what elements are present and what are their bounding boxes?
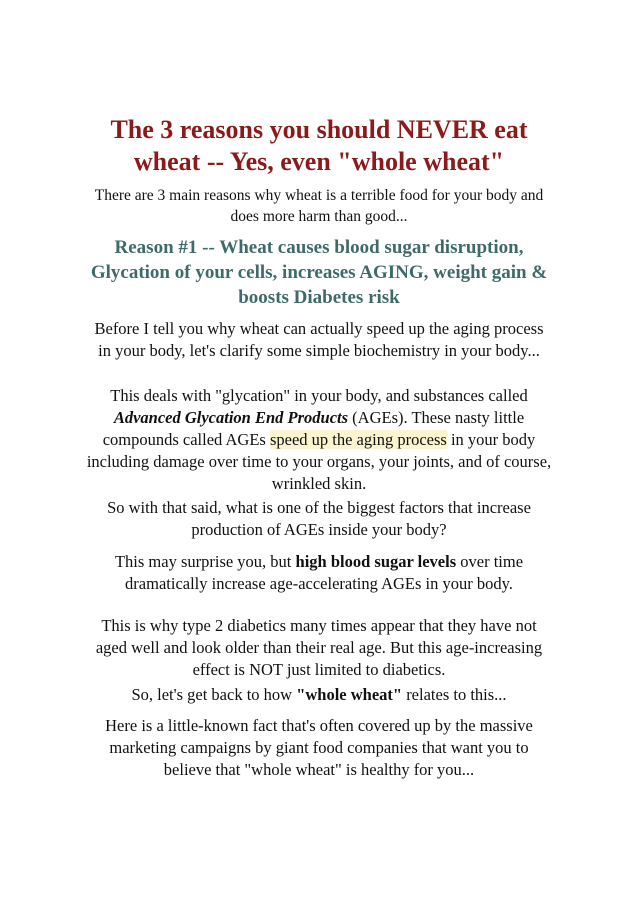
ages-term: Advanced Glycation End Products	[113, 408, 349, 427]
paragraph-little-known-fact: Here is a little-known fact that's often covered up by the massive marketing campaigns by giant food companies that want you to believe that "whole wheat" is healthy for you...	[105, 716, 533, 779]
reason-1-heading: Reason #1 -- Wheat causes blood sugar disruption, Glycation of your cells, increases AGING, weight gain & boosts Diabetes risk	[90, 237, 548, 308]
paragraph-question: So with that said, what is one of the biggest factors that increase production of AGEs inside your body?	[107, 498, 531, 539]
glycation-text-e: in your body including damage over time to your organs, your joints, and of course, wrinkled skin.	[86, 430, 552, 493]
aging-highlight-link[interactable]: speed up the aging process	[269, 430, 447, 449]
paragraph-diabetics: This is why type 2 diabetics many times appear that they have not aged well and look older than their real age. But this age-increasing effect is NOT just limited to diabetics.	[95, 616, 543, 679]
paragraph-whole-wheat	[90, 684, 548, 706]
paragraph-biochemistry: Before I tell you why wheat can actually speed up the aging process in your body, let's clarify some simple biochemistry in your body...	[94, 319, 544, 360]
glycation-text-a: This deals with "glycation" in your body, and substances called	[110, 386, 528, 405]
blood-sugar-emphasis: high blood sugar levels	[295, 552, 457, 571]
paragraph-blood-sugar	[90, 551, 548, 595]
blood-sugar-text-c: over time dramatically increase age-accelerating AGEs in your body.	[125, 552, 524, 593]
paragraph-glycation	[84, 385, 554, 495]
whole-wheat-text-a: So, let's get back to how	[131, 685, 297, 704]
whole-wheat-emphasis: "whole wheat"	[296, 685, 403, 704]
whole-wheat-text-c: relates to this...	[402, 685, 507, 704]
document-title: The 3 reasons you should NEVER eat wheat -- Yes, even "whole wheat"	[110, 115, 528, 176]
intro-paragraph: There are 3 main reasons why wheat is a terrible food for your body and does more harm than good...	[94, 187, 544, 225]
glycation-text-c: (AGEs). These nasty little compounds called AGEs	[102, 408, 525, 449]
blood-sugar-text-a: This may surprise you, but	[114, 552, 296, 571]
